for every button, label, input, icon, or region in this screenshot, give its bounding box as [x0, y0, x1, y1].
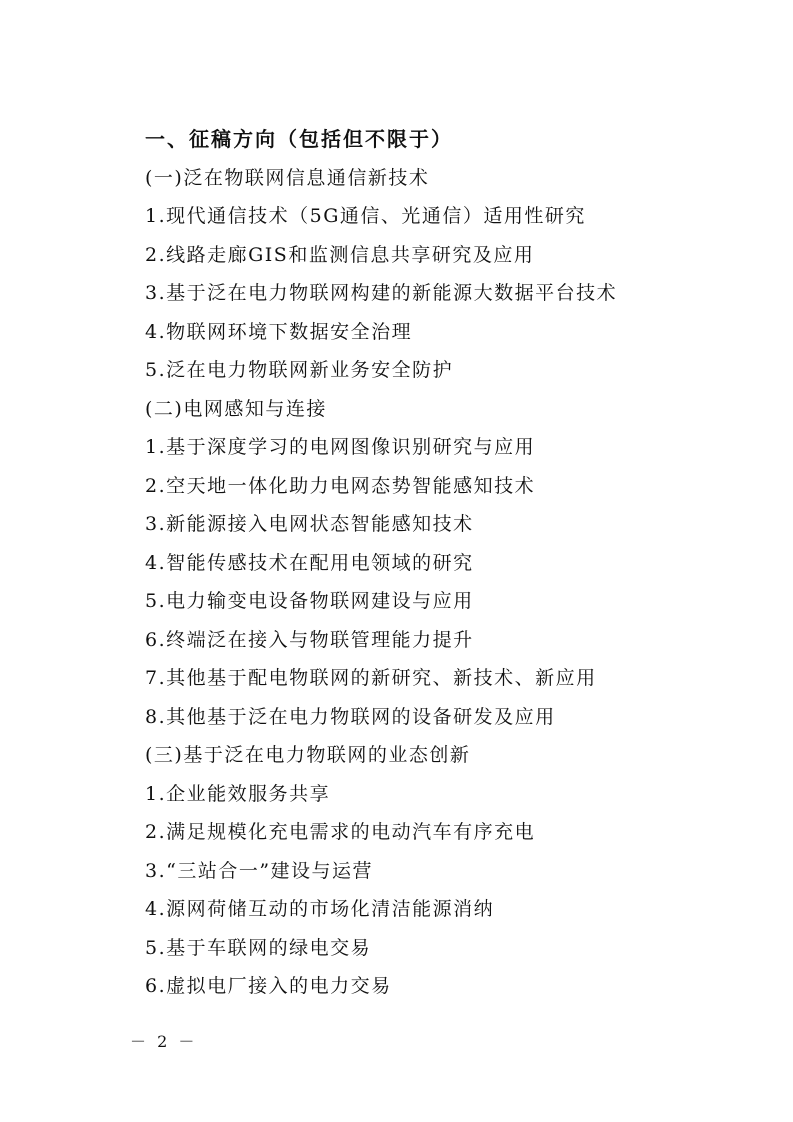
list-item: 1.现代通信技术（5G通信、光通信）适用性研究: [145, 205, 586, 227]
list-item: 3.基于泛在电力物联网构建的新能源大数据平台技术: [145, 282, 618, 304]
subsection-title-3: (三)基于泛在电力物联网的业态创新: [145, 744, 471, 766]
list-item: 3.新能源接入电网状态智能感知技术: [145, 513, 474, 535]
list-item: 5.泛在电力物联网新业务安全防护: [145, 359, 454, 381]
list-item: 1.基于深度学习的电网图像识别研究与应用: [145, 436, 536, 458]
list-item: 7.其他基于配电物联网的新研究、新技术、新应用: [145, 667, 597, 689]
subsection-title-1: (一)泛在物联网信息通信新技术: [145, 166, 430, 189]
list-item: 2.空天地一体化助力电网态势智能感知技术: [145, 474, 536, 497]
section-heading: 一、征稿方向（包括但不限于）: [145, 127, 453, 151]
list-item: 4.物联网环境下数据安全治理: [145, 320, 413, 343]
list-item: 2.满足规模化充电需求的电动汽车有序充电: [145, 821, 536, 843]
list-item: 5.基于车联网的绿电交易: [145, 936, 372, 959]
page-number: － 2 －: [130, 1032, 198, 1051]
list-item: 5.电力输变电设备物联网建设与应用: [145, 590, 474, 612]
list-item: 4.智能传感技术在配用电领域的研究: [145, 551, 474, 574]
list-item: 6.虚拟电厂接入的电力交易: [145, 975, 392, 997]
list-item: 2.线路走廊GIS和监测信息共享研究及应用: [145, 243, 535, 266]
list-item: 1.企业能效服务共享: [145, 782, 331, 805]
list-item: 6.终端泛在接入与物联管理能力提升: [145, 628, 474, 651]
list-item: 8.其他基于泛在电力物联网的设备研发及应用: [145, 705, 556, 728]
list-item: 4.源网荷储互动的市场化清洁能源消纳: [145, 898, 495, 920]
document-body: [145, 120, 745, 1006]
subsection-title-2: (二)电网感知与连接: [145, 397, 327, 420]
list-item: 3.“三站合一”建设与运营: [145, 859, 374, 882]
